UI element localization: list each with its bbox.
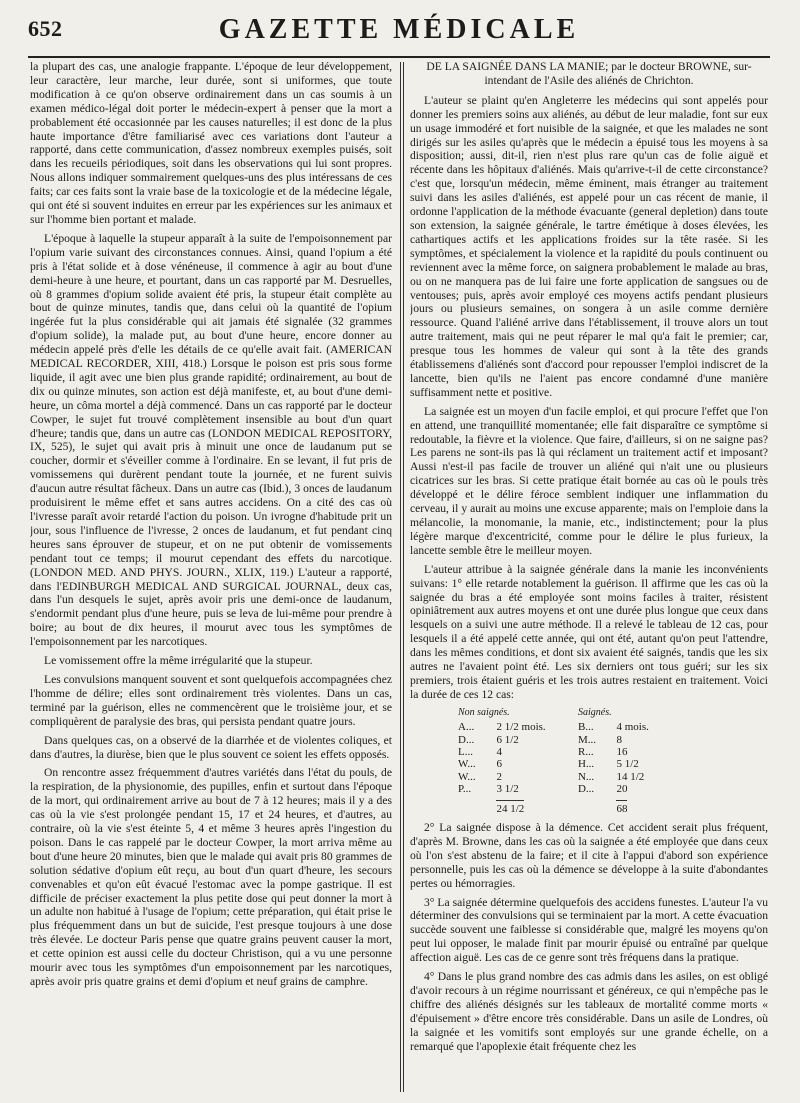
duration-table: [458, 707, 698, 815]
case-duration: 6 1/2: [496, 733, 519, 746]
case-duration: 14 1/2: [616, 770, 645, 783]
case-duration: 3 1/2: [496, 783, 519, 796]
column-header-bled: Saignés.: [577, 706, 612, 718]
total-bled: 68: [616, 800, 627, 815]
left-column: [30, 60, 392, 1095]
case-duration: 4 mois.: [616, 721, 649, 734]
table-header-row: [458, 707, 698, 721]
paragraph: 4° Dans le plus grand nombre des cas admis dans les asiles, on est obligé d'avoir recours à un régime nourrissant et généreux, ce qui n'empêche pas le chiffre des aliénés désignés sur les tableaux de mortalité comme morts « d'épuisement » d'être encore très considérable. Dans un asile de Londres, où la saignée et les vomitifs sont employés sur une grande échelle, on a remarqué que l'apoplexie était fréquente chez les: [410, 970, 768, 1053]
total-unbled: 24 1/2: [496, 800, 524, 815]
column-divider: [403, 62, 404, 1092]
table-row: [458, 734, 698, 746]
paragraph: 3° La saignée détermine quelquefois des accidens funestes. L'auteur l'a vu déterminer des convulsions qui se terminaient par la mort. A cette évacuation succède souvent une faiblesse si considérable que, malgré les moyens qu'on peut lui opposer, le malade finit par mourir épuisé ou entraîné par quelque affection aiguë. Les cas de ce genre sont très fréquens dans la pratique.: [410, 895, 768, 965]
paragraph: Les convulsions manquent souvent et sont quelquefois accompagnées chez l'homme de délire; elles sont ordinairement très violentes. Dans un cas, terminé par la guérison, elles ne commencèrent que le troisième jour, et se compliquèrent de paralysie des bras, qui persista pendant quatre jours.: [30, 672, 392, 728]
paragraph: L'époque à laquelle la stupeur apparaît à la suite de l'empoisonnement par l'opium varie suivant des circonstances connues. Ainsi, quand l'opium a été pris à l'état solide et à dose vénéneuse, il commence à agir au bout d'une demi-heure à une heure, et pourtant, dans un cas rapporté par M. Desruelles, où 8 grammes d'opium solide avaient été pris, la stupeur était complète au bout de quinze minutes, tandis que, dans celui où la quantité de l'opium ingérée fut la plus considérable qui ait jamais été signalée (32 grammes d'opium solide), la malade put, au bout d'une heure, encore donner au médecin appelé près d'elle les détails de ce qu'elle avait fait. (AMERICAN MEDICAL RECORDER, XIII, 418.) Lorsque le poison est pris sous forme liquide, il agit avec une bien plus grande rapidité; ordinairement, au bout de dix ou quinze minutes, son action est déjà manifeste, et, au bout d'une demi-heure, un côma mortel a déjà commencé. Dans un cas rapporté par le docteur Cowper, le sujet fut trouvé complètement insensible au bout d'un quart d'heure; tandis que, dans un autre cas (LONDON MEDICAL REPOSITORY, IX, 525), le sujet qui avait pris à minuit une once de laudanum put se coucher, dormir et s'éveiller comme à l'ordinaire. En se levant, il fut pris de vomissemens qui durèrent pendant toute la journée, et ne furent suivis d'aucun autre résultat fâcheux. Dans un autre cas (Ibid.), 3 onces de laudanum produisirent le même effet et sans autres accidens. On a cité des cas où l'ivresse paraît avoir retardé l'action du poison. Un ivrogne d'habitude prit un jour, sous l'influence de l'ivresse, 2 onces de laudanum, et fut pendant cinq heures sans éprouver de stupeur, et on ne put obtenir de vomissements pendant tout ce temps; il mourut cependant des effets du narcotique. (LONDON MED. AND PHYS. JOURN., XLIX, 119.) L'auteur a rapporté, dans l'EDINBURGH MEDICAL AND SURGICAL JOURNAL, deux cas, dans l'un desquels le sujet, après avoir pris une demi-once de laudanum, s'endormit pendant plus d'une heure, puis se leva de lui-même pour prendre à boire; au bout de dix heures, il mourut avec tous les symptômes de l'empoisonnement par les narcotiques.: [30, 231, 392, 649]
table-row: [458, 721, 698, 733]
paragraph: la plupart des cas, une analogie frappante. L'époque de leur développement, leur caractère, leur marche, leur durée, sont si uniformes, que toute modification à ce qu'on observe ordinairement dans un cas soumis à un examen médico-légal doit porter le médecin-expert à penser que la mort a probablement été occasionnée par les causes naturelles; il est donc de la plus haute importance d'être familiarisé avec ces variations dont l'auteur a rapporté, dans cette communication, d'assez nombreux exemples puisés, soit dans les recueils périodiques, soit dans les observations qui lui sont propres. Nous allons indiquer sommairement quelques-uns des plus intéressans de ces faits; car ces faits sont la vraie base de la toxicologie et de la médecine légale, qui ont été si souvent induites en erreur par les expériences sur les animaux et sur l'homme bien portant et malade.: [30, 60, 392, 226]
case-duration: 2 1/2 mois.: [496, 721, 546, 734]
case-letter: W...: [458, 758, 476, 771]
case-duration: 16: [616, 746, 628, 758]
case-duration: 4: [496, 746, 502, 758]
article-heading: DE LA SAIGNÉE DANS LA MANIE; par le docteur BROWNE, sur-intendant de l'Asile des aliénés de Chrichton.: [426, 60, 752, 87]
paragraph: Dans quelques cas, on a observé de la diarrhée et de violentes coliques, et dans d'autres, la diurèse, bien que le plus souvent ce soient les effets opposés.: [30, 733, 392, 761]
case-letter: D...: [458, 733, 475, 746]
paragraph: L'auteur se plaint qu'en Angleterre les médecins qui sont appelés pour donner les premiers soins aux aliénés, au début de leur maladie, font sur eux un usage immodéré et fort nuisible de la saignée, et que les malades ne sont dirigés sur les asiles qu'après que le médecin a épuisé tous les moyens à sa disposition; aussi, dit-il, rien n'est plus rare qu'un cas de folie aiguë et récente dans les hôpitaux d'aliénés. Mais qu'arrive-t-il de cette circonstance? c'est que, lorsqu'un médecin, même éminent, mais étranger au traitement suivi dans les asiles d'aliénés, est appelé pour un cas récent de manie, il ordonne l'application de la méthode évacuante (general depletion) dans toute son extension, la saignée générale, le tartre émétique à doses élevées, les cathartiques actifs et les applications froides sur la tête rasée. Si les symptômes, et spécialement la violence et la rapidité du pouls continuent ou reviennent avec la même force, on saignera probablement le malade au bras, ou on ne manquera pas de lui faire une forte application de sangsues ou de ventouses; puis, après avoir employé ces moyens actifs pendant plusieurs jours ou plusieurs semaines, on songera à un asile comme dernière ressource. Quand l'aliéné arrive dans l'établissement, il trouve alors un tout autre traitement, mais qui ne peut réparer le mal qu'a fait le premier; car, presque tous les hommes de valeur qui sont à la tête des grands établissemens d'aliénés sont d'accord pour repousser l'emploi indiscret de la lancette, bien qu'ils ne l'aient pas encore condamné d'une manière suffisamment nette et positive.: [410, 93, 768, 399]
case-letter: B...: [577, 721, 594, 734]
column-header-unbled: Non saignés.: [458, 706, 510, 718]
case-letter: D...: [577, 783, 595, 796]
case-duration: 5 1/2: [616, 758, 639, 771]
paragraph: L'auteur attribue à la saignée générale dans la manie les inconvénients suivans: 1° elle retarde notablement la guérison. Il affirme que les cas où la saignée du bras a été employée sont moins faciles à traiter, résistent opiniâtrement aux autres moyens et ont une durée plus longue que ceux dans lesquels on a suivi une autre méthode. Il a relevé le tableau de 12 cas, pour lesquels il a été appelé cette année, qui ont été, autant qu'on peut l'attendre, dans les mêmes conditions, et dont six avaient été saignés, tandis que les six autres ne l'avaient point été. Les six derniers ont tous guéri; sur les six premiers, trois étaient guéris et les trois autres restaient en traitement. Voici la durée de ces 12 cas:: [410, 562, 768, 701]
case-duration: 8: [616, 733, 622, 746]
case-letter: A...: [458, 721, 475, 734]
case-letter: L...: [458, 746, 473, 758]
case-letter: N...: [577, 770, 595, 783]
column-divider: [400, 62, 401, 1092]
page-number: 652: [28, 16, 63, 41]
case-letter: M...: [577, 733, 597, 746]
case-letter: H...: [577, 758, 595, 771]
table-row: [458, 771, 698, 783]
table-row: [458, 746, 698, 758]
case-letter: R...: [577, 746, 594, 758]
right-column: [410, 60, 768, 1095]
case-letter: P...: [458, 783, 472, 796]
table-total-row: [458, 796, 698, 815]
total-cell: [616, 796, 698, 815]
journal-title: GAZETTE MÉDICALE: [218, 14, 580, 45]
total-cell: [496, 796, 578, 815]
paragraph: 2° La saignée dispose à la démence. Cet accident serait plus fréquent, d'après M. Browne, dans les cas où la saignée a été employée que dans ceux où l'on s'est abstenu de la faire; et il cite à l'appui d'abord son expérience personnelle, puis les cas où la démence se développe à la suite d'abondantes pertes ou hémorragies.: [410, 821, 768, 890]
case-letter: W...: [458, 770, 476, 783]
paragraph: La saignée est un moyen d'un facile emploi, et qui procure l'effet que l'on en attend, une tranquillité momentanée; elle fait disparaître ce symptôme si redoutable, la fièvre et la violence. Que faire, d'ailleurs, si on ne saigne pas? Les parens ne sont-ils pas là qui réclament un traitement actif et imposant? Aussi n'est-il pas facile de trouver un aliéné qui n'ait une ou plusieurs cicatrices sur les bras. Si cette pratique était bornée au cas où le pouls très développé et le délire féroce semblent indiquer une inflammation du cerveau, il y aurait au moins une excuse apparente; mais on l'emploie dans la mélancolie, la monomanie, la manie, etc., indistinctement; pour la plus légère marque d'excentricité, comme pour le délire le plus furieux, la lancette semble être le meilleur moyen.: [410, 404, 768, 557]
case-duration: 20: [616, 783, 628, 796]
case-duration: 2: [496, 770, 502, 783]
paragraph: On rencontre assez fréquemment d'autres variétés dans l'état du pouls, de la respiration, de la physionomie, des pupilles, enfin et surtout dans l'époque de la mort, qui ordinairement arrive au bout de 7 à 12 heures; mais il y a des cas où la vie s'est prolongée pendant 15, 17 et 24 heures, et d'autres, au contraire, où la vie s'est éteinte 5, 4 et même 3 heures après l'ingestion du poison. Dans le cas rappelé par le docteur Cowper, la mort arriva même au bout d'une heure 20 minutes, bien que le malade qui avait pris 80 grammes de solution sédative d'opium eût reçu, au bout d'un quart d'heure, les secours convenables et qu'on eût évacué l'estomac avec la pompe gastrique. Il est difficile de préciser exactement la plus petite dose qui peut donner la mort à un adulte non habitué à l'usage de l'opium; cette préparation, qui était prise le plus fréquemment dans un but de suicide, l'est presque toujours à une dose très élevée. Le docteur Paris pense que quatre grains peuvent causer la mort, et cette opinion est aussi celle du docteur Christison, qui a vu une personne mourir avec tous les symptômes d'un empoisonnement par les narcotiques, après avoir pris quatre grains et demi d'opium et neuf grains de camphre.: [30, 766, 392, 988]
page-header: [28, 14, 770, 58]
table-row: [458, 758, 698, 770]
case-duration: 6: [496, 758, 502, 771]
table-row: [458, 783, 698, 795]
paragraph: Le vomissement offre la même irrégularité que la stupeur.: [44, 654, 313, 668]
